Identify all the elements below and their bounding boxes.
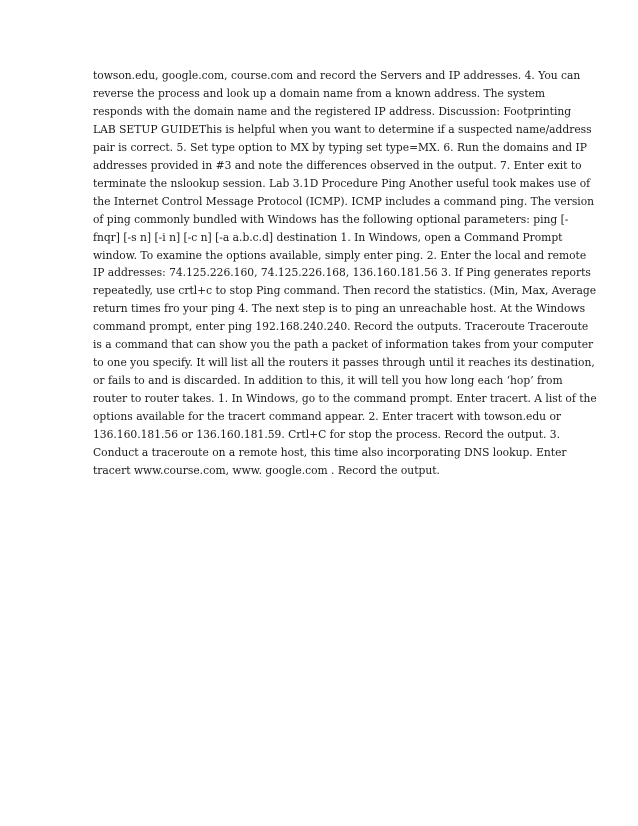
text-line: 136.160.181.56 or 136.160.181.59. Crtl+C for stop the process. Record the output. 3. bbox=[93, 428, 561, 442]
text-line: or fails to and is discarded. In addition to this, it will tell you how long each ‘hop’ from bbox=[93, 374, 563, 388]
text-line: return times fro your ping 4. The next step is to ping an unreachable host. At the Windows bbox=[93, 302, 586, 316]
text-line: reverse the process and look up a domain name from a known address. The system bbox=[93, 86, 545, 100]
text-line: Conduct a traceroute on a remote host, this time also incorporating DNS lookup. Enter bbox=[93, 446, 567, 460]
text-line: IP addresses: 74.125.226.160, 74.125.226.168, 136.160.181.56 3. If Ping generates reports bbox=[93, 266, 591, 280]
text-line: router to router takes. 1. In Windows, go to the command prompt. Enter tracert. A list of the bbox=[93, 392, 597, 406]
text-line: options available for the tracert command appear. 2. Enter tracert with towson.edu or bbox=[93, 410, 562, 424]
text-line: addresses provided in #3 and note the differences observed in the output. 7. Enter exit to bbox=[93, 158, 582, 172]
text-line: window. To examine the options available, simply enter ping. 2. Enter the local and remote bbox=[93, 248, 587, 262]
body-text bbox=[93, 67, 597, 480]
text-line: the Internet Control Message Protocol (ICMP). ICMP includes a command ping. The version bbox=[93, 194, 595, 208]
text-line: LAB SETUP GUIDEThis is helpful when you want to determine if a suspected name/address bbox=[93, 122, 592, 136]
text-line: of ping commonly bundled with Windows has the following optional parameters: ping [- bbox=[93, 212, 569, 226]
text-line: to one you specify. It will list all the routers it passes through until it reaches its destination, bbox=[93, 356, 595, 370]
text-line: terminate the nslookup session. Lab 3.1D Procedure Ping Another useful took makes use of bbox=[93, 176, 591, 190]
text-line: pair is correct. 5. Set type option to MX by typing set type=MX. 6. Run the domains and IP bbox=[93, 140, 587, 154]
text-line: is a command that can show you the path a packet of information takes from your computer bbox=[93, 338, 594, 352]
text-line: fnqr] [-s n] [-i n] [-c n] [-a a.b.c.d] destination 1. In Windows, open a Command Prompt bbox=[93, 230, 563, 244]
text-line: towson.edu, google.com, course.com and record the Servers and IP addresses. 4. You can bbox=[93, 69, 581, 82]
text-line: responds with the domain name and the registered IP address. Discussion: Footprinting bbox=[93, 104, 572, 118]
text-line: repeatedly, use crtl+c to stop Ping command. Then record the statistics. (Min, Max, Average bbox=[93, 284, 597, 298]
text-line: tracert www.course.com, www. google.com . Record the output. bbox=[93, 463, 440, 477]
text-line: command prompt, enter ping 192.168.240.240. Record the outputs. Traceroute Traceroute bbox=[93, 320, 589, 334]
